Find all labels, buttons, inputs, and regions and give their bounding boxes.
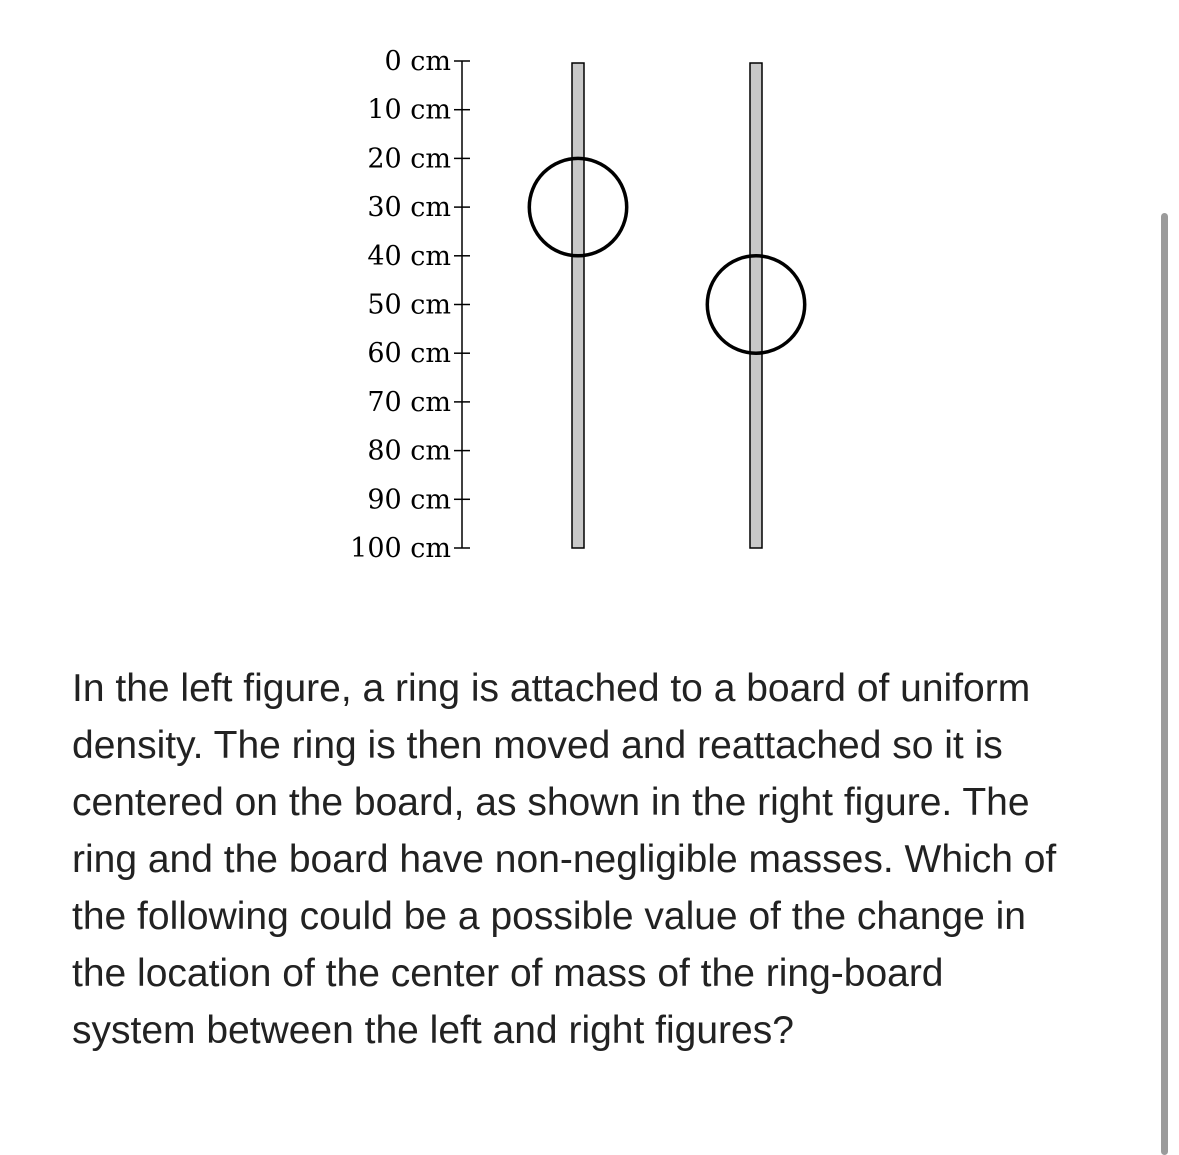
- left-board: [572, 63, 584, 548]
- scale-tick-label: 0 cm: [384, 46, 451, 77]
- cm-scale: [350, 46, 470, 564]
- scale-tick-label: 30 cm: [367, 192, 451, 224]
- scrollbar[interactable]: [1161, 213, 1168, 1155]
- scale-tick-label: 60 cm: [367, 338, 451, 370]
- scale-tick-label: 50 cm: [367, 289, 451, 321]
- scale-tick-label: 80 cm: [367, 435, 451, 467]
- scale-tick-label: 70 cm: [367, 386, 451, 418]
- right-board: [750, 63, 762, 548]
- scale-tick-label: 20 cm: [367, 143, 451, 175]
- question-text: In the left figure, a ring is attached to a board of uniform density. The ring is then moved and reattached so it is centered on the board, as shown in the right figure. The ring and the board have non-negligible masses. Which of the following could be a possible value of the change in the location of the center of mass of the ring-board system between the left and right figures?: [72, 667, 1057, 1052]
- right-figure: [707, 63, 804, 548]
- left-figure: [529, 63, 626, 548]
- scale-tick-label: 100 cm: [350, 533, 451, 564]
- scale-tick-label: 10 cm: [367, 94, 451, 126]
- scale-tick-label: 40 cm: [367, 240, 451, 272]
- scale-tick-label: 90 cm: [367, 484, 451, 516]
